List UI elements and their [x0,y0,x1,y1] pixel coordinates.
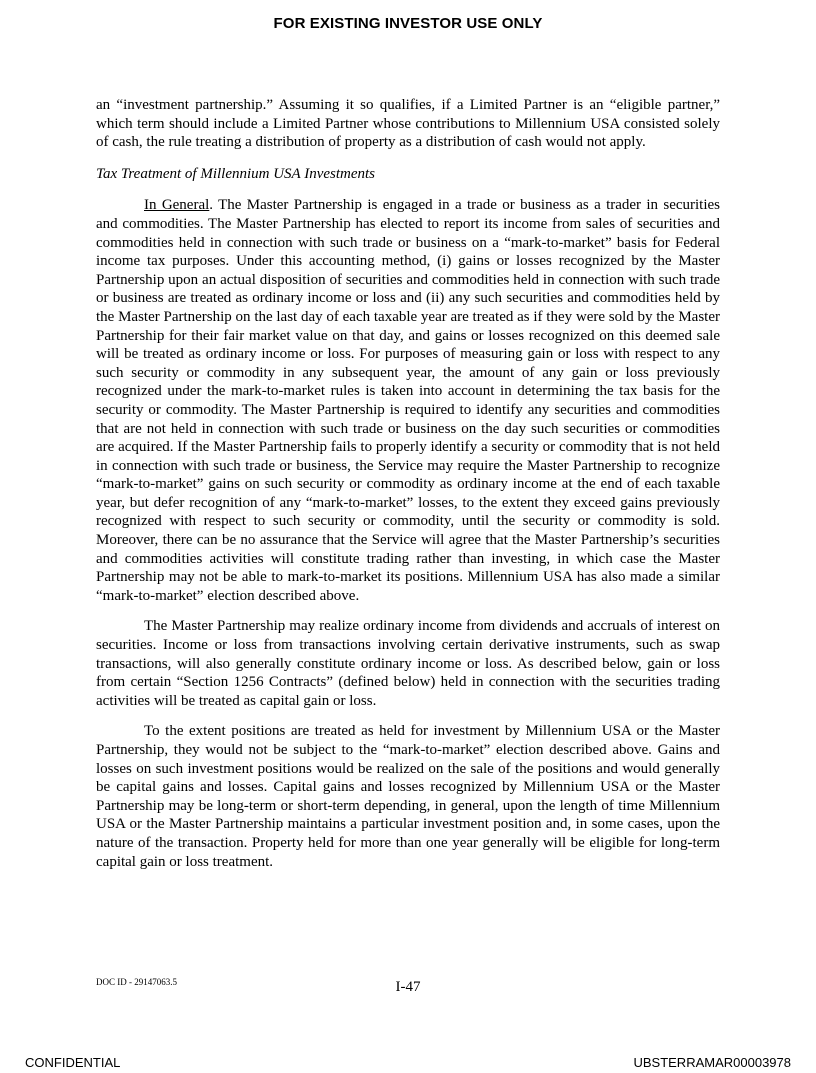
paragraph-lead-in: In General [144,197,210,214]
paragraph-ordinary-income: The Master Partnership may realize ordinary income from dividends and accruals of interest on securities. Income or loss from transactions involving certain derivative instruments, such as swap transactions, will also generally constitute ordinary income or loss. As described below, gain or loss from certain “Section 1256 Contracts” (defined below) held in connection with the securities trading activities will be treated as capital gain or loss. [96,618,720,709]
doc-id: DOC ID - 29147063.5 [96,977,177,987]
intro-paragraph: an “investment partnership.” Assuming it so qualifies, if a Limited Partner is an “eligible partner,” which term should include a Limited Partner whose contributions to Millennium USA consisted solely of cash, the rule treating a distribution of property as a distribution of cash would not apply. [96,97,720,151]
top-banner: FOR EXISTING INVESTOR USE ONLY [273,15,543,32]
paragraph-in-general [96,196,720,605]
page-number: I-47 [395,979,421,995]
confidential-label: CONFIDENTIAL [25,1055,121,1070]
paragraph-in-general-text: . The Master Partnership is engaged in a trade or business as a trader in securities and commodities. The Master Partnership has elected to report its income from sales of securities and commodities held in connection with such trade or business on a “mark-to-market” basis for Federal income tax purposes. Under this accounting method, (i) gains or losses recognized by the Master Partnership upon an actual disposition of securities and commodities held in connection with such trade or business are treated as ordinary income or loss and (ii) any such securities and commodities held by the Master Partnership on the last day of each taxable year are treated as if they were sold by the Master Partnership for their fair market value on that day, and gains or losses recognized on this deemed sale will be treated as ordinary income or loss. For purposes of measuring gain or loss with respect to any such security or commodity in any subsequent year, the amount of any gain or loss previously recognized under the mark-to-market rules is taken into account in determining the tax basis for the security or commodity. The Master Partnership is required to identify any securities and commodities that are not held in connection with such trade or business on the day such securities or commodities are acquired. If the Master Partnership fails to properly identify a security or commodity that is not held in connection with such trade or business, the Service may require the Master Partnership to recognize “mark-to-market” gains on such security or commodity as ordinary income at the end of each taxable year, but defer recognition of any “mark-to-market” losses, to the extent they exceed gains previously recognized with respect to such security or commodity, until the security or commodity is sold. Moreover, there can be no assurance that the Service will agree that the Master Partnership’s securities and commodities activities will constitute trading rather than investing, in which case the Master Partnership may not be able to mark-to-market its positions. Millennium USA has also made a similar “mark-to-market” election described above. [96,197,720,604]
paragraph-investment-positions: To the extent positions are treated as held for investment by Millennium USA or the Master Partnership, they would not be subject to the “mark-to-market” election described above. Gains and losses on such investment positions would be realized on the sale of the positions and would generally be capital gains and losses. Capital gains and losses recognized by Millennium USA or the Master Partnership may be long-term or short-term depending, in general, upon the length of time Millennium USA or the Master Partnership maintains a particular investment position and, in some cases, upon the nature of the transaction. Property held for more than one year generally will be eligible for long-term capital gain or loss treatment. [96,723,720,870]
document-body [96,96,720,883]
section-heading: Tax Treatment of Millennium USA Investments [96,165,376,182]
bates-number: UBSTERRAMAR00003978 [633,1055,791,1070]
